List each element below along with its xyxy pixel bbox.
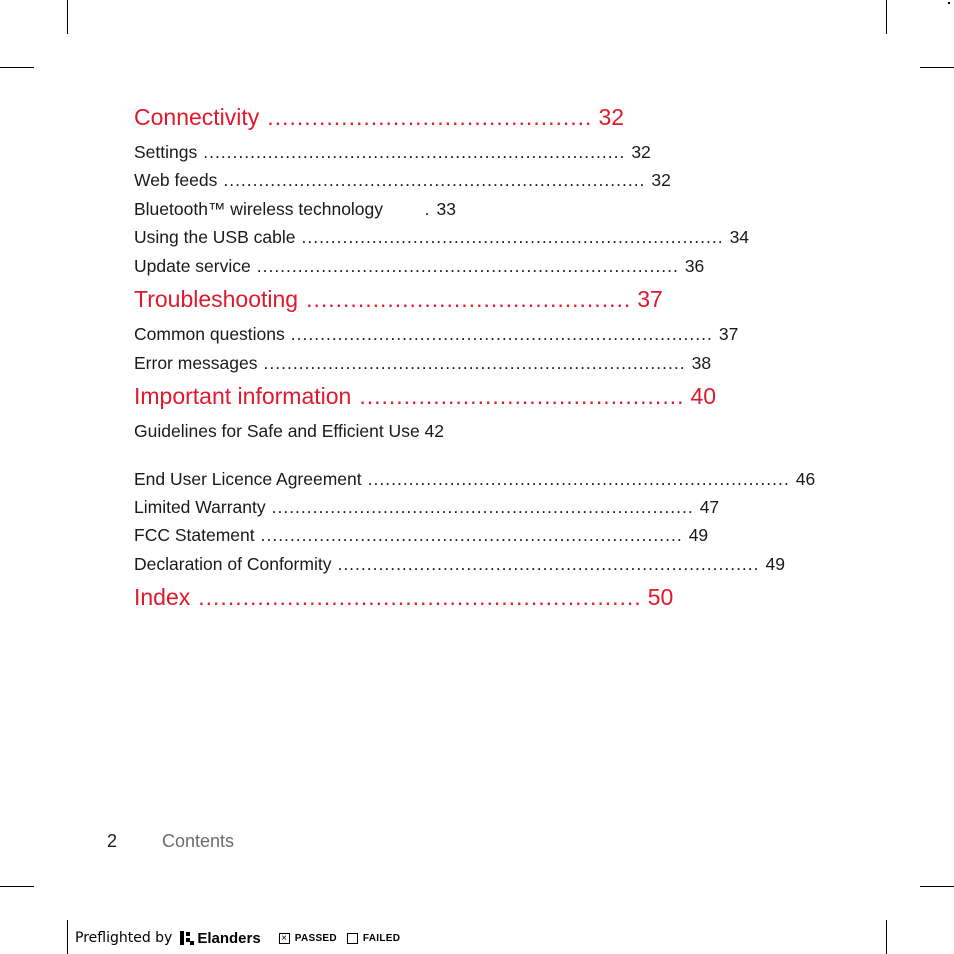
section-page: 37 [637,286,663,312]
leader-dots: ........................................................................ [260,525,683,545]
running-footer-title: Contents [162,831,235,851]
leader-dots: ............................................ [267,104,593,130]
leader-dots: ........................................................................ [301,227,724,247]
crop-mark [67,920,68,954]
entry-title: Using the USB cable [134,227,296,247]
entry-page: 46 [795,469,816,489]
section-title: Important information [134,383,352,409]
crop-mark [67,0,68,34]
toc-entry[interactable] [134,469,816,490]
entry-title: Error messages [134,353,258,373]
crop-mark [886,0,887,34]
checked-checkbox-icon [279,933,290,944]
preflight-brand: Elanders [197,929,261,947]
toc-entry[interactable] [134,497,720,518]
leader-dots: ............................................................ [198,584,642,610]
entry-page: 47 [699,497,720,517]
crop-mark [0,886,34,887]
entry-page: 33 [436,199,456,219]
failed-label: FAILED [362,932,401,944]
toc-entry[interactable] [134,256,705,277]
toc-entry[interactable] [134,422,456,440]
entry-title: Bluetooth™ wireless technology [134,199,384,219]
toc-entry[interactable] [134,353,712,374]
leader-dots: ........................................................................ [256,256,679,276]
leader-dots: ............................................ [306,286,632,312]
toc-entry[interactable] [134,142,651,163]
entry-title: Common questions [134,324,285,344]
section-title: Connectivity [134,104,260,130]
section-page: 50 [647,584,674,610]
entry-title: Declaration of Conformity [134,554,332,574]
unchecked-checkbox-icon [347,933,358,944]
toc-section-important-information[interactable] [134,383,717,410]
toc-section-troubleshooting[interactable] [134,286,663,313]
passed-label: PASSED [294,932,337,944]
entry-page: 36 [684,256,705,276]
entry-page: 49 [688,525,709,545]
section-page: 32 [598,104,625,130]
entry-page: 49 [765,554,785,574]
toc-entry[interactable] [134,199,456,220]
toc-entry[interactable] [134,324,739,345]
toc-entry[interactable] [134,525,709,546]
entry-title: Settings [134,142,198,162]
entry-page: 37 [718,324,739,344]
entry-page: 32 [651,170,671,190]
preflight-stamp [75,928,400,948]
crop-mark [0,67,34,68]
toc-entry[interactable] [134,227,750,248]
leader-dots: ........................................................................ [367,469,790,489]
crop-mark [920,886,954,887]
registration-dot [948,2,950,4]
section-title: Troubleshooting [134,286,299,312]
entry-page: 38 [691,353,712,373]
elanders-logo-icon [180,931,194,945]
leader-dots: ........................................................................ [223,170,646,190]
section-title: Index [134,584,191,610]
check-mark: × [281,932,288,944]
leader-dots: ............................................ [359,383,685,409]
entry-page: 34 [729,227,750,247]
leader-dots: . [424,199,431,219]
leader-dots: ........................................................................ [263,353,686,373]
page-number: 2 [107,831,118,851]
crop-mark [886,920,887,954]
crop-mark [920,67,954,68]
leader-dots: ........................................................................ [337,554,760,574]
preflight-label: Preflighted by [75,930,173,946]
toc-section-index[interactable] [134,584,674,611]
leader-dots: ........................................................................ [203,142,626,162]
leader-dots: ........................................................................ [290,324,713,344]
leader-dots: ........................................................................ [271,497,694,517]
section-page: 40 [690,383,717,409]
toc-entry[interactable] [134,554,785,575]
entry-title: End User Licence Agreement [134,469,362,489]
toc-entry[interactable] [134,170,671,191]
entry-title: Web feeds [134,170,218,190]
entry-title: Update service [134,256,251,276]
toc-section-connectivity[interactable] [134,104,625,131]
entry-title: Limited Warranty [134,497,266,517]
entry-title: FCC Statement [134,525,255,545]
entry-title: Guidelines for Safe and Efficient Use 42 [134,421,445,441]
entry-page: 32 [631,142,651,162]
